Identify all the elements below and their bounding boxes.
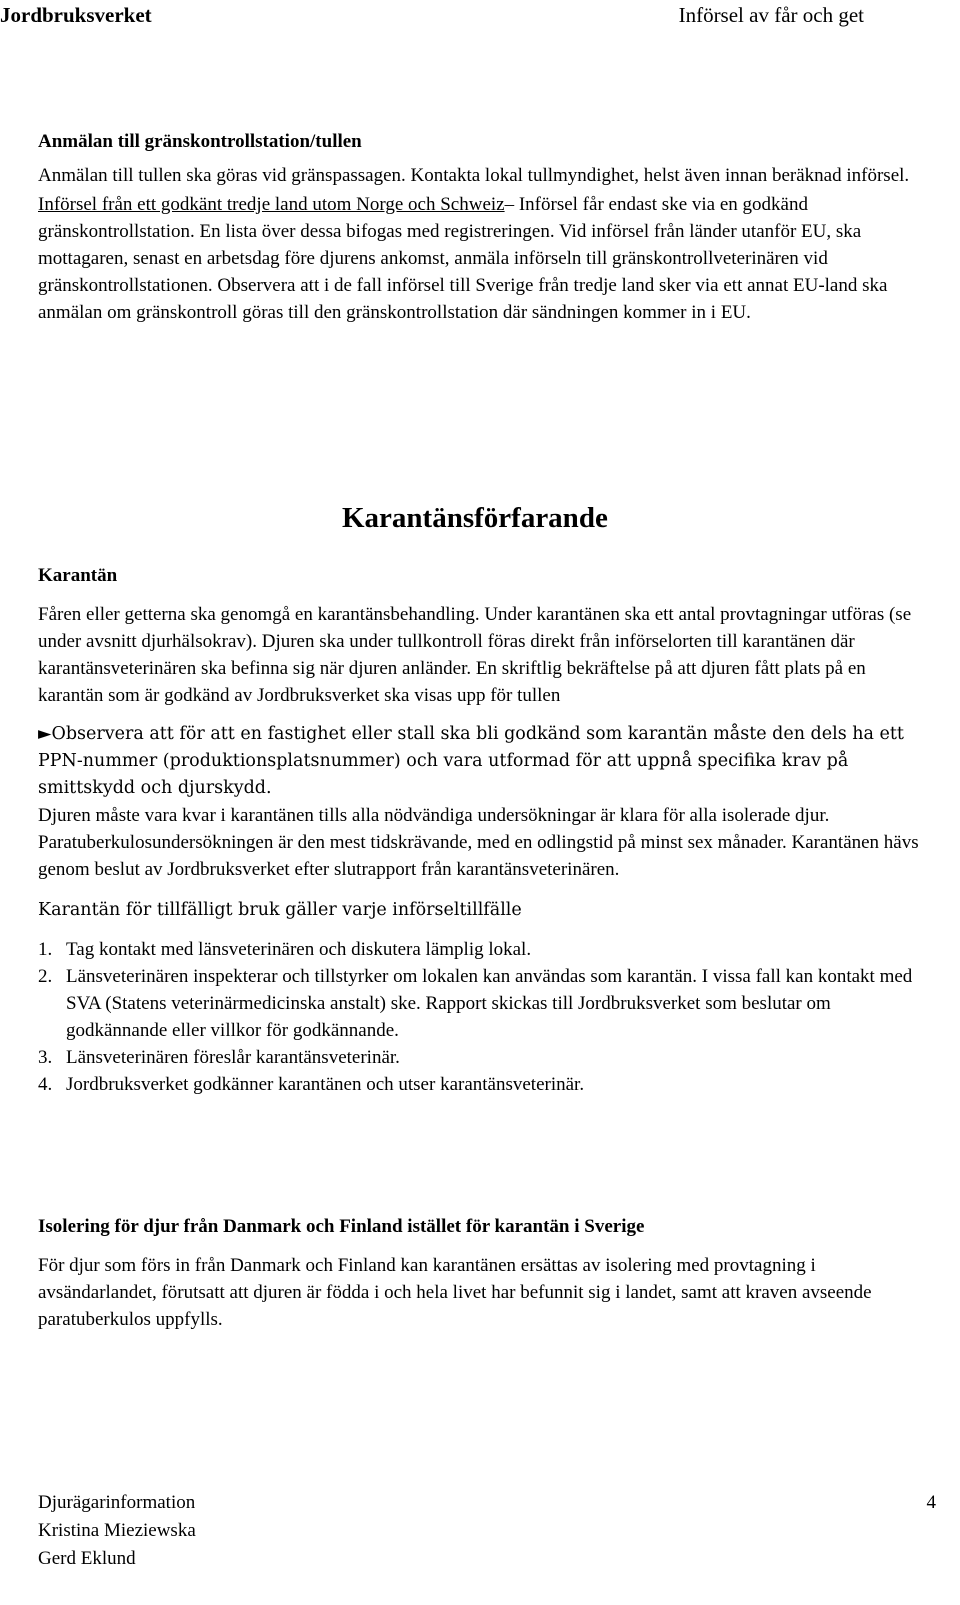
quarantine-section: [38, 601, 934, 1098]
quarantine-para1: Fåren eller getterna ska genomgå en karantänsbehandling. Under karantänen ska ett antal provtagningar utföras (se under avsnitt djurhälsokrav). Djuren ska under tullkontroll föras direkt från införselorten till karantänen där karantänsveterinären ska befinna sig när djuren anländer. En skriftlig bekräftelse på att djuren fått plats på en karantän som är godkänd av Jordbruksverket ska visas upp för tullen: [38, 604, 912, 706]
footer-line-2: Kristina Mieziewska: [38, 1520, 196, 1541]
list-item-number: 1.: [38, 939, 53, 960]
quarantine-steps-list: [38, 936, 934, 1098]
border-control-para1: Anmälan till tullen ska göras vid gränspassagen. Kontakta lokal tullmyndighet, helst även innan beräknad införsel.: [38, 165, 910, 186]
footer-line-1: Djurägarinformation: [38, 1492, 196, 1513]
footer-line-3: Gerd Eklund: [38, 1548, 136, 1569]
list-item: [38, 1044, 934, 1071]
quarantine-para2: Djuren måste vara kvar i karantänen tills alla nödvändiga undersökningar är klara för alla isolerade djur. Paratuberkulosundersökningen är den mest tidskrävande, med en odlingstid på minst sex månader. Karantänen hävs genom beslut av Jordbruksverket efter slutrapport från karantänsveterinären.: [38, 805, 919, 880]
isolation-heading: Isolering för djur från Danmark och Finland istället för karantän i Sverige: [38, 1216, 645, 1237]
list-item: [38, 936, 934, 963]
arrow-right-icon: ►: [38, 724, 52, 744]
border-control-para2: [38, 191, 934, 326]
border-control-para2-rest: – Införsel får endast ske via en godkänd gränskontrollstation. En lista över dessa bifogas med registreringen. Vid införsel från länder utanför EU, ska mottagaren, senast en arbetsdag före djurens ankomst, anmäla införseln till gränskontrollveterinären vid gränskontrollstationen. Observera att i de fall införsel till Sverige från tredje land sker via ett annat EU-land ska anmälan om gränskontroll göras till den gränskontrollstation där sändningen kommer in i EU.: [38, 194, 888, 323]
header-document-title: Införsel av får och get: [678, 3, 864, 27]
border-control-heading: Anmälan till gränskontrollstation/tullen: [38, 131, 362, 152]
list-item-number: 4.: [38, 1074, 53, 1095]
list-item-text: Länsveterinären föreslår karantänsveterinär.: [66, 1047, 400, 1068]
third-country-link-text: Införsel från ett godkänt tredje land utom Norge och Schweiz: [38, 194, 505, 215]
list-item-number: 3.: [38, 1047, 53, 1068]
quarantine-title: Karantänsförfarande: [342, 502, 608, 534]
list-item-text: Länsveterinären inspekterar och tillstyrker om lokalen kan användas som karantän. I vissa fall kan kontakt med SVA (Statens veterinärmedicinska anstalt) ske. Rapport skickas till Jordbruksverket som beslutar om godkännande eller villkor för godkännande.: [66, 966, 913, 1041]
isolation-para: För djur som förs in från Danmark och Finland kan karantänen ersättas av isolering med provtagning i avsändarlandet, förutsatt att djuren är födda i och hela livet har befunnit sig i landet, samt att kraven avseende paratuberkulos uppfylls.: [38, 1255, 872, 1330]
quarantine-note-text: Observera att för att en fastighet eller stall ska bli godkänd som karantän måste den dels ha ett PPN-nummer (produktionsplatsnummer) och vara utformad för att uppnå specifika krav på smittskydd och djurskydd.: [38, 724, 904, 798]
border-control-section: [38, 128, 934, 326]
page-number: 4: [926, 1492, 936, 1513]
list-item-text: Tag kontakt med länsveterinären och diskutera lämplig lokal.: [66, 939, 532, 960]
quarantine-note: [38, 721, 934, 802]
header-organization: Jordbruksverket: [0, 3, 152, 27]
temporary-quarantine-heading: Karantän för tillfälligt bruk gäller varje införseltillfälle: [38, 900, 522, 920]
footer: [38, 1489, 196, 1573]
list-item: [38, 963, 934, 1044]
quarantine-label: Karantän: [38, 565, 118, 586]
list-item-text: Jordbruksverket godkänner karantänen och utser karantänsveterinär.: [66, 1074, 585, 1095]
list-item: [38, 1071, 934, 1098]
list-item-number: 2.: [38, 966, 53, 987]
isolation-section: [38, 1213, 934, 1333]
